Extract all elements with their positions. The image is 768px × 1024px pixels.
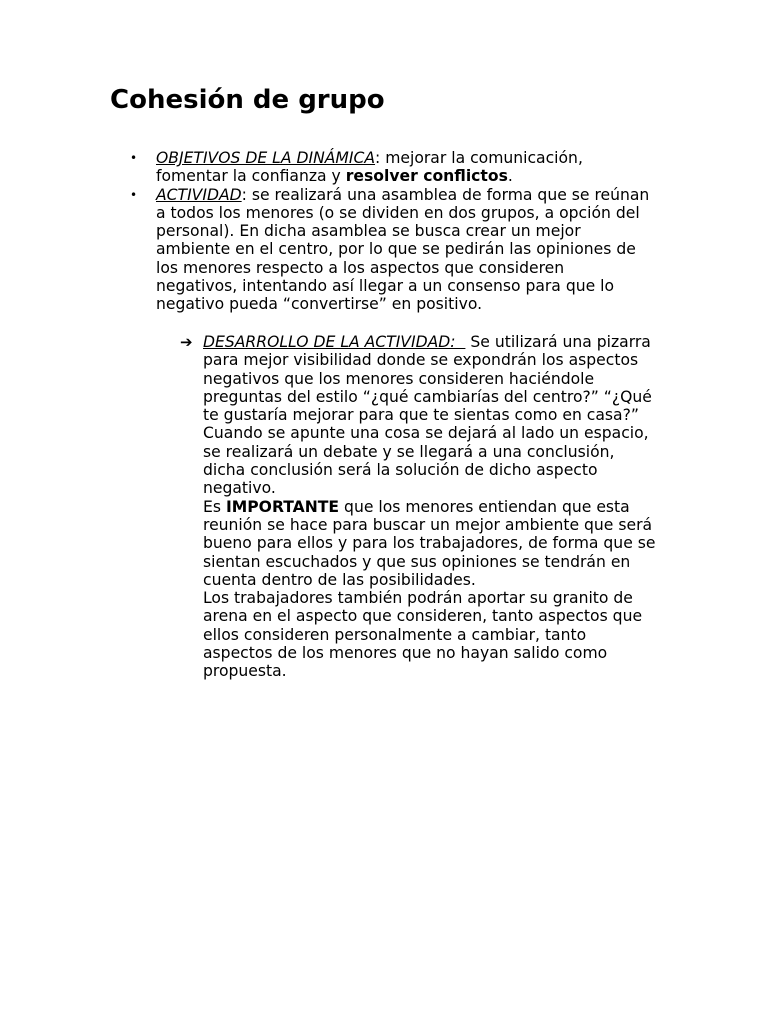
- bullet-icon: •: [130, 151, 138, 165]
- objetivos-bold-text: resolver conflictos: [345, 167, 508, 186]
- development-paragraph-3: [203, 498, 658, 589]
- list-item-actividad: [0, 186, 650, 314]
- development-section: [0, 333, 768, 681]
- development-paragraph-2: Cuando se apunte una cosa se dejará al lado un espacio, se realizará un debate y se llegará a una conclusión, dicha conclusión será la solución de dicho aspecto negativo.: [203, 424, 649, 498]
- objetivos-text: : mejorar la comunicación, fomentar la confianza y: [156, 149, 583, 186]
- list-item-objetivos: [0, 149, 650, 186]
- development-intro: [203, 333, 658, 424]
- objectives-list: [0, 149, 768, 314]
- important-bold-text: IMPORTANTE: [225, 497, 340, 516]
- development-paragraph-4: Los trabajadores también podrán aportar su granito de arena en el aspecto que consideren, tanto aspectos que ellos consideren personalmente a cambiar, tanto aspectos de los menores que no hayan salido como propuesta.: [203, 589, 643, 681]
- development-intro-text: Se utilizará una pizarra para mejor visibilidad donde se expondrán los aspectos negativos que los menores consideren haciéndole preguntas del estilo “¿qué cambiarías del centro?” “¿Qué te gustaría mejorar para que te sientas como en casa?”: [203, 333, 652, 425]
- arrow-right-icon: ➔: [180, 333, 193, 351]
- objetivos-label: OBJETIVOS DE LA DINÁMICA: [156, 149, 376, 167]
- actividad-label: ACTIVIDAD: [156, 185, 242, 204]
- actividad-text: : se realizará una asamblea de forma que se reúnan a todos los menores (o se dividen en dos grupos, a opción del personal). En dicha asamblea se busca crear un mejor ambiente en el centro, por lo que se pedirán las opiniones de los menores respecto a los aspectos que consideren negativos, intentando así llegar a un consenso para que lo negativo pueda “convertirse” en positivo.: [156, 185, 650, 314]
- development-text: [0, 333, 658, 681]
- objetivos-end: .: [507, 167, 513, 186]
- bullet-icon: •: [130, 187, 138, 202]
- page-title: Cohesión de grupo: [110, 85, 385, 115]
- development-label: DESARROLLO DE LA ACTIVIDAD:: [203, 333, 466, 351]
- para3-rest: que los menores entiendan que esta reunión se hace para buscar un mejor ambiente que será bueno para ellos y para los trabajadores, de forma que se sientan escuchados y que sus opiniones se tendrán en cuenta dentro de las posibilidades.: [203, 497, 656, 589]
- para3-start: Es: [203, 497, 226, 516]
